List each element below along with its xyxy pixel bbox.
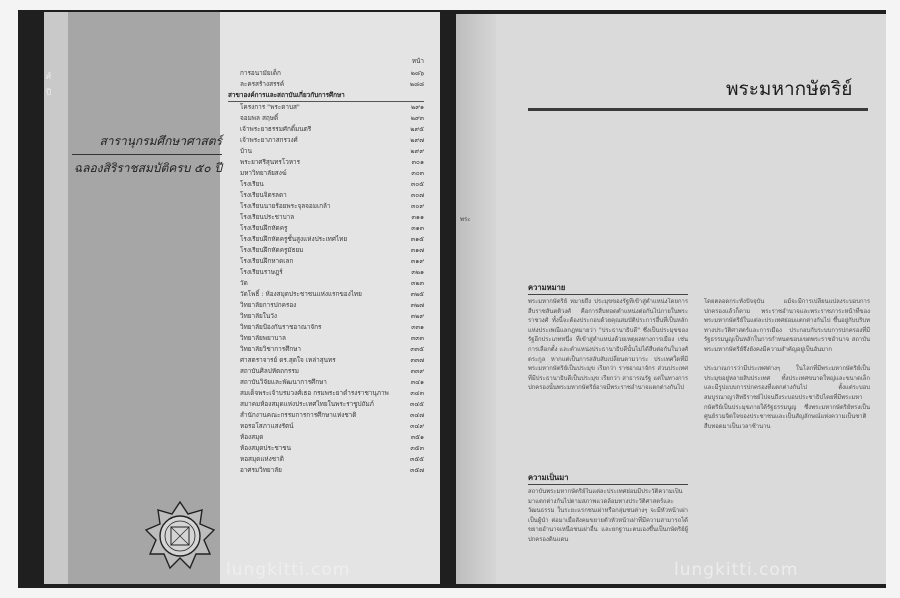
section-history-text: สถาบันพระมหากษัตริย์ในแต่ละประเทศย่อมมีประวัติความเป็นมาแตกต่างกันไปตามสภาพแวดล้อมทางประวัติศาสตร์และวัฒนธรรม ในระยะแรกชนเผ่าหรือกลุ่มชนต่างๆ จะมีหัวหน้าเผ่าเป็นผู้นำ ต่อมาเมื่อสังคมขยายตัวหัวหน้าเผ่าที่มีความสามารถได้ขยายอำนาจเหนือชนเผ่าอื่น และยกฐานะตนเองขึ้นเป็นกษัตริย์ผู้ปกครองดินแดน: [528, 489, 688, 543]
toc-entry: [228, 399, 424, 410]
toc-entry-label: โรงเรียนฝึกหัดครูชั้นสูงแห่งประเทศไทย: [240, 235, 348, 243]
right-book-page: [456, 14, 886, 584]
watermark-right: lungkitti.com: [674, 560, 799, 580]
toc-entry-label: สมาคมห้องสมุดแห่งประเทศไทยในพระราชูปถัมภ์: [240, 400, 374, 408]
toc-entry-label: หอสมุดแห่งชาติ: [240, 455, 284, 463]
toc-entry: [228, 212, 424, 223]
toc-entry-page: ๓๑๓: [411, 224, 424, 232]
toc-entry-page: ๒๘๘: [409, 80, 424, 88]
toc-entry-label: วิทยาลัยในวัง: [240, 312, 277, 320]
toc-entry-page: ๓๑๕: [410, 235, 424, 243]
toc-entry: [228, 124, 424, 135]
toc-entry-label: วัดโพธิ์ : ห้องสมุดประชาชนแห่งแรกของไทย: [240, 290, 362, 298]
toc-entry: [228, 443, 424, 454]
toc-entry-label: ละครสร้างสรรค์: [240, 80, 285, 88]
toc-entry: [228, 344, 424, 355]
section-heading-history: [528, 472, 688, 485]
toc-entry-label: โรงเรียนฝึกหัดครู: [240, 224, 288, 232]
toc-entry-label: วัด: [240, 279, 248, 287]
toc-entry-label: วิทยาลัยป้องกันราชอาณาจักร: [240, 323, 322, 331]
toc-entry-label: ศาสตราจารย์ ดร.สุดใจ เหล่าสุนทร: [240, 356, 336, 364]
toc-entry-page: ๓๒๗: [410, 301, 424, 309]
toc-entry-label: สถาบันวิจัยและพัฒนาการศึกษา: [240, 378, 327, 386]
section-heading-history-label: ความเป็นมา: [528, 472, 688, 485]
toc-entry-label: บ้าน: [240, 147, 253, 155]
toc-entry-page: ๓๐๓: [411, 169, 424, 177]
toc-entry-page: ๓๒๑: [411, 268, 424, 276]
toc-entry: [228, 256, 424, 267]
toc-entry-page: ๓๑๙: [410, 257, 424, 265]
toc-entry: [228, 79, 424, 90]
toc-entry: [228, 190, 424, 201]
toc-entry-label: หอรอโสภาแสงรัตน์: [240, 422, 294, 430]
toc-entry-label: มหาวิทยาลัยสงฆ์: [240, 169, 287, 177]
section-heading-meaning-label: ความหมาย: [528, 282, 688, 295]
toc-entry: [228, 135, 424, 146]
toc-entry-label: จอมพล สฤษดิ์: [240, 114, 279, 122]
left-page-gray-band: [44, 12, 220, 584]
toc-entry-label: สำนักงานคณะกรรมการการศึกษาแห่งชาติ: [240, 411, 357, 419]
book-title-line1: สารานุกรมศึกษาศาสตร์: [99, 134, 222, 148]
toc-entry-page: ๓๔๕: [409, 400, 424, 408]
toc-entry: [228, 465, 424, 476]
toc-entry-page: ๓๐๕: [410, 180, 424, 188]
toc-entry: [228, 300, 424, 311]
toc-entry: [228, 421, 424, 432]
toc-entry-page: ๓๑๑: [411, 213, 424, 221]
toc-entry-label: วิทยาลัยการปกครอง: [240, 301, 297, 309]
toc-entry: [228, 289, 424, 300]
toc-entry: [228, 454, 424, 465]
toc-entry-page: ๓๕๗: [409, 466, 424, 474]
toc-entry-page: ๓๓๓: [410, 334, 424, 342]
toc-entry: [228, 223, 424, 234]
toc-entry: [228, 333, 424, 344]
toc-entry-label: โรงเรียนนายร้อยพระจุลจอมเกล้า: [240, 202, 331, 210]
margin-fragment: ศ์: [46, 72, 52, 81]
chapter-title: พระมหากษัตริย์: [726, 78, 853, 100]
toc-entry: [228, 146, 424, 157]
toc-entry-page: ๓๓๙: [410, 367, 424, 375]
section-meaning-text: พระมหากษัตริย์ หมายถึง ประมุขของรัฐที่เข้าสู่ตำแหน่งโดยการสืบราชสันตติวงศ์ คือการสืบทอดตำแหน่งต่อกันไปภายในพระราชวงศ์ ทั้งนี้จะต้องประกอบด้วยคุณสมบัติประการอื่นที่เป็นหลักแห่งประเพณีแลกฎหมายว่า "ประธานาธิบดี" ซึ่งเป็นประมุขของรัฐอีกประเภทหนึ่ง ที่เข้าสู่ตำแหน่งด้วยเหตุผลทางการเมือง เช่นการเลือกตั้ง และตำแหน่งประธานาธิบดีนั้นไม่ได้สืบต่อกันในวงศ์ตระกูล หากแต่เป็นการสลับสับเปลี่ยนตามวาระ ประเทศใดที่มีพระมหากษัตริย์เป็นประมุข เรียกว่า ราชอาณาจักร ส่วนประเทศที่มีประธานาธิบดีเป็นประมุข เรียกว่า สาธารณรัฐ แต่ในทางการปกครองนั้นพระมหากษัตริย์อาจมีพระราชอำนาจแตกต่างกันไป: [528, 299, 688, 392]
toc-entry: [228, 311, 424, 322]
toc-entry: [228, 322, 424, 333]
book-title-line2: ฉลองสิริราชสมบัติครบ ๕๐ ปี: [73, 161, 222, 175]
toc-entry-page: ๒๙๓: [410, 114, 424, 122]
toc-entry-label: ห้องสมุด: [240, 433, 264, 441]
toc-entry-label: โรงเรียนฝึกหาดเลก: [240, 257, 294, 265]
toc-entry-page: ๓๕๓: [410, 444, 424, 452]
toc-entry: [228, 157, 424, 168]
toc-entry-page: ๒๙๗: [410, 136, 424, 144]
margin-fragment-right: พระ: [460, 216, 471, 223]
toc-entry: [228, 245, 424, 256]
left-book-page: [44, 12, 440, 584]
section-heading-meaning: [528, 282, 688, 295]
toc-entry-page: ๒๙๑: [411, 103, 424, 111]
toc-entry-page: ๓๕๑: [410, 433, 424, 441]
toc-entry: [228, 102, 424, 113]
toc-entry-page: ๓๑๗: [410, 246, 424, 254]
toc-entry-page: ๒๙๕: [410, 125, 424, 133]
toc-entry-page: ๓๐๗: [410, 191, 424, 199]
toc-entry-label: โรงเรียนราษฎร์: [240, 268, 283, 276]
toc-entry-label: สาขาองค์การและสถาบันเกี่ยวกับการศึกษา: [228, 91, 345, 99]
toc-entry-label: ห้องสมุดประชาชน: [240, 444, 291, 452]
toc-entry-label: โรงเรียนประชาบาล: [240, 213, 295, 221]
toc-entry-page: ๓๒๕: [410, 290, 424, 298]
toc-entry-label: สมเด็จพระเจ้าบรมวงศ์เธอ กรมพระยาดำรงราชานุภาพ: [240, 389, 389, 397]
toc-entry-page: ๓๓๕: [410, 345, 424, 353]
toc-entry-page: ๓๒๓: [411, 279, 424, 287]
toc-entry-page: ๓๐๙: [411, 202, 424, 210]
toc-entry-page: ๒๙๙: [410, 147, 424, 155]
toc-entry-page: ๓๕๕: [409, 455, 424, 463]
toc-entry-page: ๓๔๗: [409, 411, 424, 419]
toc-entry-page: ๓๒๙: [410, 312, 424, 320]
toc-section-heading: [228, 90, 424, 102]
toc-rows: [228, 68, 424, 476]
toc-entry-page: ๓๐๑: [411, 158, 424, 166]
toc-entry: [228, 388, 424, 399]
book-title: [72, 132, 222, 177]
toc-entry-label: เจ้าพระยาภาสกรวงศ์: [240, 136, 298, 144]
toc-entry-label: โรงเรียนฝึกหัดครูมัธยม: [240, 246, 304, 254]
toc-entry: [228, 410, 424, 421]
toc-entry-label: วิทยาลัยพยาบาล: [240, 334, 286, 342]
toc-entry-page: ๓๔๑: [410, 378, 424, 386]
toc-entry: [228, 234, 424, 245]
foundation-seal-icon: [144, 500, 216, 572]
toc-entry-page: ๓๓๗: [410, 356, 424, 364]
toc-entry: [228, 179, 424, 190]
toc-entry-label: เจ้าพระยาธรรมศักดิ์มนตรี: [240, 125, 312, 133]
toc-entry: [228, 267, 424, 278]
margin-fragment: ปี: [46, 88, 52, 97]
toc-entry: [228, 168, 424, 179]
toc-entry-label: วิทยาลัยวิชาการศึกษา: [240, 345, 301, 353]
toc-entry: [228, 278, 424, 289]
toc-entry: [228, 201, 424, 212]
toc-entry: [228, 432, 424, 443]
toc-entry-label: อาศรมวิทยาลัย: [240, 466, 282, 474]
toc-entry-label: โครงการ "พระดาบส": [240, 103, 300, 111]
chapter-title-rule: [528, 108, 868, 111]
toc-entry: [228, 355, 424, 366]
margin-fragments: [46, 70, 51, 102]
toc-entry-page: ๓๔๙: [410, 422, 424, 430]
toc-entry-label: สถาบันศิลปหัตถกรรม: [240, 367, 299, 375]
column-two-text: โดยตลอดกระทั่งปัจจุบัน แม้จะมีการเปลี่ยนแปลงระบอบการปกครองแล้วก็ตาม พระราชอำนาจและพระราชภาระหน้าที่ของพระมหากษัตริย์ในแต่ละประเทศย่อมแตกต่างกันไป ขึ้นอยู่กับบริบททางประวัติศาสตร์และการเมือง ประกอบกับระบบการปกครองที่มีรัฐธรรมนูญเป็นหลักในการกำหนดขอบเขตพระราชอำนาจ สถาบันพระมหากษัตริย์จึงยังคงมีความสำคัญอยู่เป็นอันมาก ประมาณการว่ามีประเทศต่างๆ ในโลกที่มีพระมหากษัตริย์เป็นประมุขอยู่หลายสิบประเทศ ทั้งประเทศขนาดใหญ่และขนาดเล็ก และมีรูปแบบการปกครองที่แตกต่างกันไป ตั้งแต่ระบอบสมบูรณาญาสิทธิราชย์ไปจนถึงระบอบประชาธิปไตยที่มีพระมหากษัตริย์เป็นประมุขภายใต้รัฐธรรมนูญ ซึ่งพระมหากษัตริย์ทรงเป็นศูนย์รวมจิตใจของประชาชนและเป็นสัญลักษณ์แห่งความเป็นชาติ สืบทอดมาเป็นเวลาช้านาน: [704, 299, 870, 430]
toc-entry-page: ๒๘๖: [410, 69, 424, 77]
toc-page-heading: หน้า: [411, 57, 424, 65]
toc-entry-label: โรงเรียน: [240, 180, 264, 188]
table-of-contents: [228, 56, 424, 476]
toc-entry-label: การอนามัยเด็ก: [240, 69, 281, 77]
title-rule: [72, 154, 222, 155]
toc-entry: [228, 113, 424, 124]
toc-entry: [228, 377, 424, 388]
page-curl-shadow: [456, 14, 496, 584]
toc-entry: [228, 366, 424, 377]
toc-entry: [228, 68, 424, 79]
toc-entry-page: ๓๓๑: [411, 323, 424, 331]
toc-entry-page: ๓๔๓: [410, 389, 424, 397]
toc-entry-label: พระยาศรีสุนทรโวหาร: [240, 158, 301, 166]
toc-entry-label: โรงเรียนจิตรลดา: [240, 191, 287, 199]
watermark-left: lungkitti.com: [226, 560, 351, 580]
